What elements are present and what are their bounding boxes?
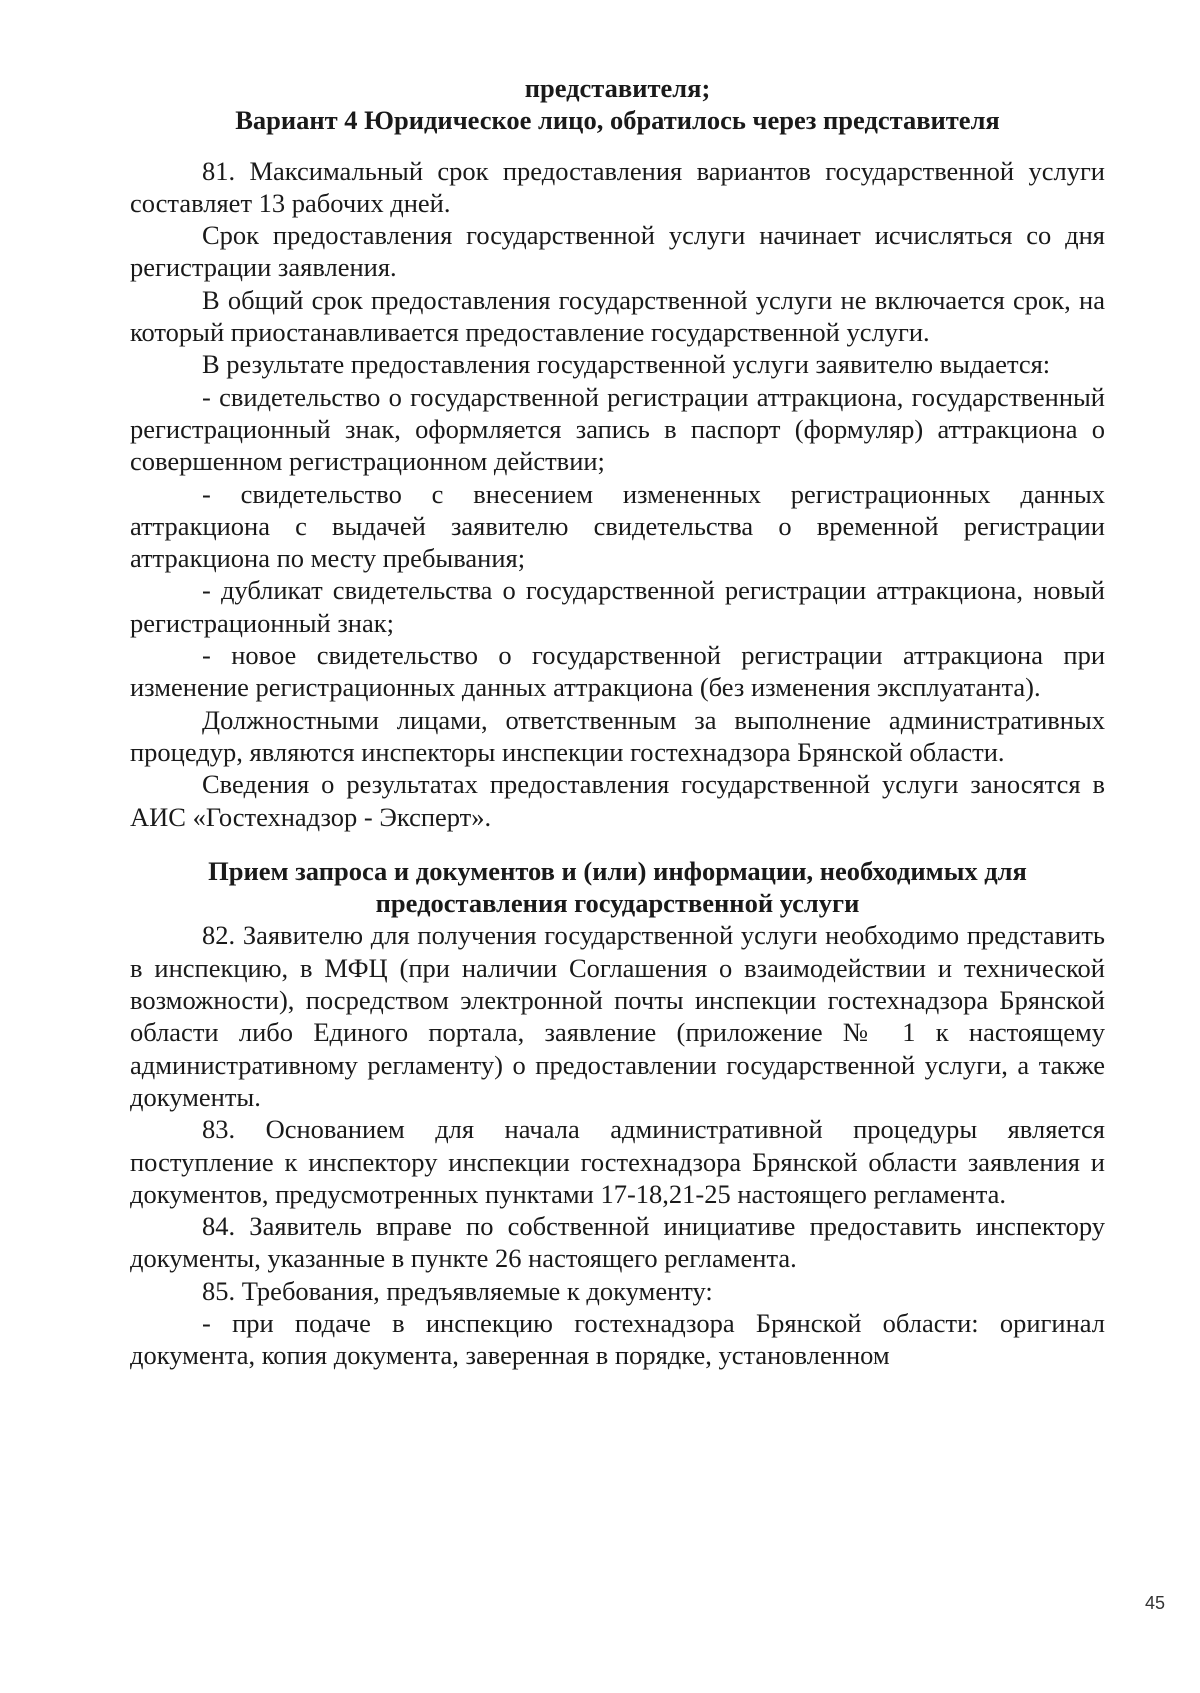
page-number: 45	[1145, 1593, 1166, 1613]
heading-variant-4: Вариант 4 Юридическое лицо, обратилось через представителя	[235, 105, 1000, 136]
paragraph-officials: Должностными лицами, ответственным за выполнение административных процедур, являются инспекторы инспекции гостехнадзора Брянской области.	[130, 704, 1105, 767]
list-item-changed-data: - свидетельство с внесением измененных регистрационных данных аттракциона с выдачей заявителю свидетельства о временной регистрации аттракциона по месту пребывания;	[130, 478, 1105, 574]
paragraph-ais-records: Сведения о результатах предоставления государственной услуги заносятся в АИС «Гостехнадзор - Эксперт».	[130, 769, 1105, 832]
paragraph-term-exclusion: В общий срок предоставления государственной услуги не включается срок, на который приостанавливается предоставление государственной услуги.	[130, 284, 1105, 348]
document-body	[130, 72, 1105, 1372]
paragraph-85: 85. Требования, предъявляемые к документу:	[202, 1275, 713, 1306]
heading-continuation: представителя;	[524, 73, 711, 103]
paragraph-term-start: Срок предоставления государственной услуги начинает исчисляться со дня регистрации заявления.	[130, 220, 1105, 283]
list-item-new-certificate: - новое свидетельство о государственной регистрации аттракциона при изменение регистрационных данных аттракциона (без изменения эксплуатанта).	[130, 640, 1105, 703]
list-item-duplicate: - дубликат свидетельства о государственной регистрации аттракциона, новый регистрационный знак;	[130, 575, 1105, 638]
list-item-certificate: - свидетельство о государственной регистрации аттракциона, государственный регистрационный знак, оформляется запись в паспорт (формуляр) аттракциона о совершенном регистрационном действии;	[130, 381, 1105, 477]
paragraph-85-list-item: - при подаче в инспекцию гостехнадзора Брянской области: оригинал документа, копия документа, заверенная в порядке, установленном	[130, 1307, 1105, 1371]
paragraph-83: 83. Основанием для начала административной процедуры является поступление к инспектору инспекции гостехнадзора Брянской области заявления и документов, предусмотренных пунктами 17-18,21-25 настоящего регламента.	[130, 1114, 1105, 1209]
section-heading-request-intake: Прием запроса и документов и (или) информации, необходимых для предоставления государственной услуги	[208, 855, 1027, 919]
paragraph-result: В результате предоставления государственной услуги заявителю выдается:	[202, 349, 1051, 380]
paragraph-82: 82. Заявителю для получения государственной услуги необходимо представить в инспекцию, в МФЦ (при наличии Соглашения о взаимодействии и технической возможности), посредством электронной почты инспекции гостехнадзора Брянской области либо Единого портала, заявление (приложение № 1 к настоящему административному регламенту) о предоставлении государственной услуги, а также документы.	[130, 920, 1105, 1112]
paragraph-81: 81. Максимальный срок предоставления вариантов государственной услуги составляет 13 рабочих дней.	[130, 155, 1105, 218]
paragraph-84: 84. Заявитель вправе по собственной инициативе предоставить инспектору документы, указанные в пункте 26 настоящего регламента.	[130, 1211, 1105, 1274]
